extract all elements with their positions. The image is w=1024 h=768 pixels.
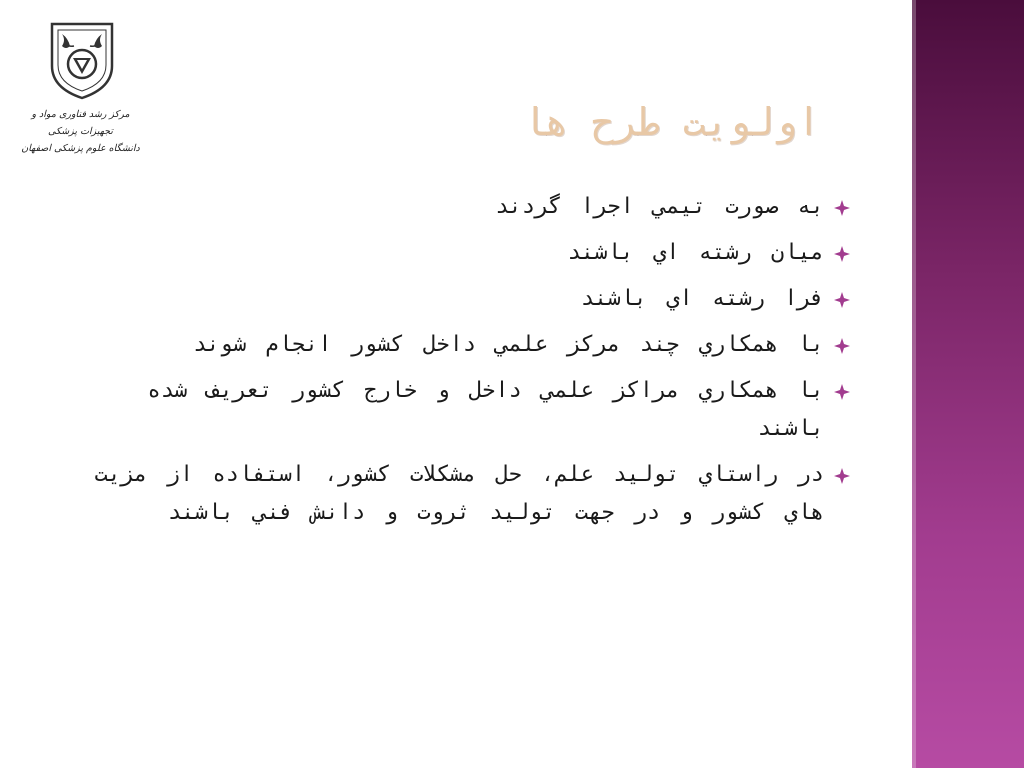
bullet-item (70, 188, 860, 226)
diamond-bullet-icon (834, 468, 850, 484)
diamond-bullet-icon (834, 292, 850, 308)
bullet-item (70, 456, 860, 532)
bullet-item (70, 280, 860, 318)
logo-caption (18, 106, 143, 157)
bullet-text: با همكاري چند مركز علمي داخل كشور انجام شوند (193, 332, 824, 357)
bullet-text: فرا رشته اي باشند (580, 286, 824, 311)
diamond-bullet-icon (834, 384, 850, 400)
university-shield-logo (48, 20, 116, 100)
bullet-item (70, 372, 860, 448)
bullet-text: به صورت تيمي اجرا گردند (495, 194, 824, 219)
diamond-bullet-icon (834, 246, 850, 262)
diamond-bullet-icon (834, 338, 850, 354)
logo-caption-line-1: مرکز رشد فناوری مواد و تجهیزات پزشکی (31, 109, 130, 137)
bullet-text: در راستاي توليد علم، حل مشكلات كشور، استفاده از مزيت هاي كشور و در جهت توليد ثروت و دانش فني باشند (94, 462, 824, 525)
diamond-bullet-icon (834, 200, 850, 216)
decorative-side-panel (912, 0, 1024, 768)
bullet-item (70, 326, 860, 364)
slide-title: اولويت طرح ها (522, 100, 820, 144)
logo-block (18, 20, 143, 160)
bullet-item (70, 234, 860, 272)
bullet-text: ميان رشته اي باشند (567, 240, 824, 265)
bullet-text: با همكاري مراكز علمي داخل و خارج كشور تعريف شده باشند (147, 378, 824, 441)
logo-caption-line-2: دانشگاه علوم پزشکی اصفهان (21, 143, 140, 154)
bullet-list (70, 188, 860, 540)
